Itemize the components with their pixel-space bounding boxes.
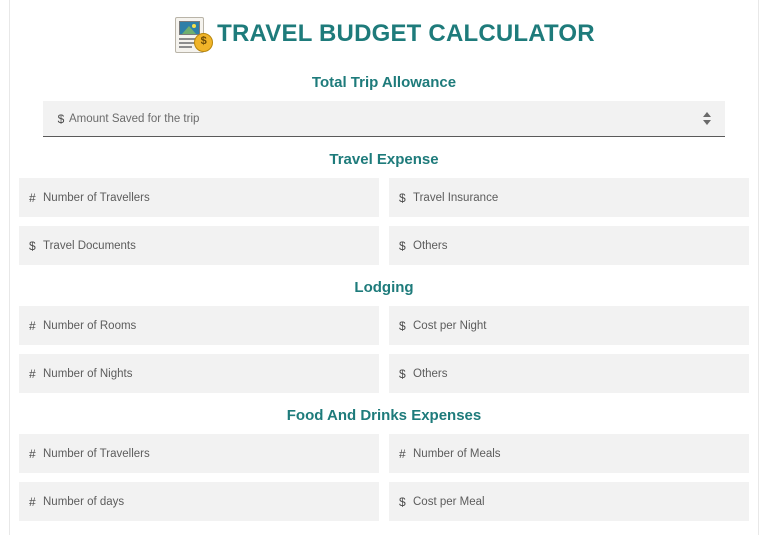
travel-documents-field[interactable] [19, 226, 379, 265]
coin-icon: $ [194, 33, 213, 52]
field-row [19, 306, 749, 345]
lodging-others-field[interactable] [389, 354, 749, 393]
lodging-fields [19, 306, 749, 393]
currency-prefix-icon: $ [399, 318, 406, 333]
number-of-travellers-field[interactable] [19, 178, 379, 217]
field-placeholder: Number of days [43, 495, 125, 508]
section-title-food-and-drinks-expenses: Food And Drinks Expenses [286, 407, 482, 424]
amount-saved-placeholder: Amount Saved for the trip [69, 112, 200, 125]
photo-icon [179, 21, 200, 35]
hash-prefix-icon: # [29, 190, 36, 205]
field-row [19, 226, 749, 265]
field-row [19, 354, 749, 393]
field-placeholder: Travel Documents [43, 239, 136, 252]
currency-prefix-icon: $ [57, 111, 65, 126]
field-placeholder: Travel Insurance [413, 191, 499, 204]
number-of-days-field[interactable] [19, 482, 379, 521]
section-title-travel-expense: Travel Expense [329, 151, 439, 168]
field-placeholder: Others [413, 367, 448, 380]
field-placeholder: Cost per Night [413, 319, 487, 332]
cost-per-meal-field[interactable] [389, 482, 749, 521]
currency-prefix-icon: $ [399, 494, 406, 509]
field-placeholder: Number of Meals [413, 447, 501, 460]
hash-prefix-icon: # [29, 318, 36, 333]
number-of-rooms-field[interactable] [19, 306, 379, 345]
hash-prefix-icon: # [29, 446, 36, 461]
doc-line [179, 46, 192, 48]
left-margin-rail [0, 0, 10, 535]
chevron-up-icon[interactable] [703, 112, 711, 117]
field-placeholder: Number of Travellers [43, 447, 150, 460]
field-placeholder: Number of Nights [43, 367, 133, 380]
field-row [19, 482, 749, 521]
food-and-drinks-fields [19, 434, 749, 521]
app-header [10, 0, 758, 64]
field-placeholder: Number of Travellers [43, 191, 150, 204]
field-placeholder: Cost per Meal [413, 495, 485, 508]
food-number-of-travellers-field[interactable] [19, 434, 379, 473]
form-content [10, 0, 758, 535]
travel-insurance-field[interactable] [389, 178, 749, 217]
field-placeholder: Others [413, 239, 448, 252]
field-placeholder: Number of Rooms [43, 319, 137, 332]
travel-budget-icon [173, 14, 213, 54]
number-stepper[interactable] [701, 109, 713, 129]
section-title-lodging: Lodging [354, 279, 414, 296]
travel-expense-fields [19, 178, 749, 265]
number-of-nights-field[interactable] [19, 354, 379, 393]
field-row [19, 434, 749, 473]
chevron-down-icon[interactable] [703, 120, 711, 125]
hash-prefix-icon: # [29, 494, 36, 509]
currency-prefix-icon: $ [399, 238, 406, 253]
currency-prefix-icon: $ [29, 238, 36, 253]
amount-saved-field[interactable] [43, 101, 725, 137]
currency-prefix-icon: $ [399, 366, 406, 381]
number-of-meals-field[interactable] [389, 434, 749, 473]
hash-prefix-icon: # [29, 366, 36, 381]
currency-prefix-icon: $ [399, 190, 406, 205]
page-title: TRAVEL BUDGET CALCULATOR [217, 20, 595, 47]
hash-prefix-icon: # [399, 446, 406, 461]
right-margin-rail [758, 0, 768, 535]
cost-per-night-field[interactable] [389, 306, 749, 345]
field-row [19, 178, 749, 217]
section-title-total-trip-allowance: Total Trip Allowance [311, 74, 457, 91]
travel-others-field[interactable] [389, 226, 749, 265]
